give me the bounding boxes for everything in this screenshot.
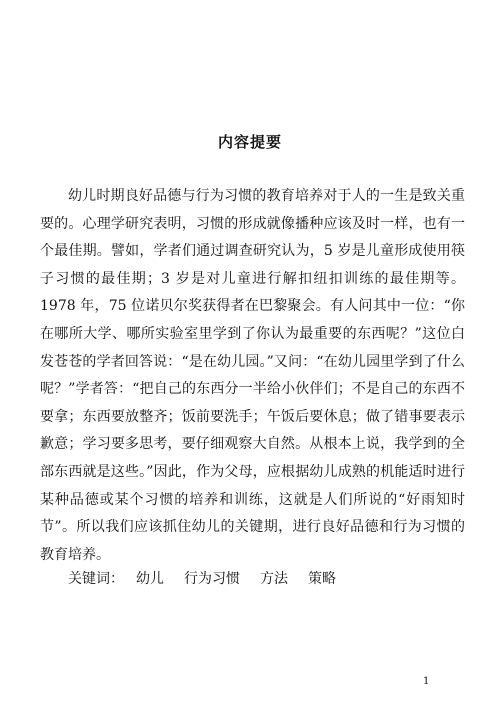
keyword-item: 行为习惯: [184, 571, 240, 587]
keyword-item: 策略: [308, 571, 336, 587]
page-title: 内容提要: [217, 133, 282, 151]
keyword-item: 方法: [260, 571, 288, 587]
abstract-paragraph: 幼儿时期良好品德与行为习惯的教育培养对于人的一生是致关重要的。心理学研究表明，习惯的形成就像播种应该及时一样，也有一个最佳期。譬如，学者们通过调查研究认为，5 岁是儿童形成使用筷子习惯的最佳期；3 岁是对儿童进行解扣纽扣训练的最佳期等。1978 年，75 位诺贝尔奖获得者在巴黎聚会。有人问其中一位：“你在哪所大学、哪所实验室里学到了你认为最重要的东西呢？”这位白发苍苍的学者回答说：“是在幼儿园。”又问：“在幼儿园里学到了什么呢？”学者答：“把自己的东西分一半给小伙伴们；不是自己的东西不要拿；东西要放整齐；饭前要洗手；午饭后要休息；做了错事要表示歉意；学习要多思考，要仔细观察大自然。从根本上说，我学到的全部东西就是这些。”因此，作为父母，应根据幼儿成熟的机能适时进行某种品德或某个习惯的培养和训练，这就是人们所说的“好雨知时节”。所以我们应该抓住幼儿的关键期，进行良好品德和行为习惯的教育培养。: [40, 188, 465, 563]
keyword-item: 幼儿: [136, 571, 164, 587]
keywords-line: [68, 569, 356, 589]
keywords-label: 关键词：: [68, 571, 124, 587]
page-number: 1: [423, 676, 430, 687]
